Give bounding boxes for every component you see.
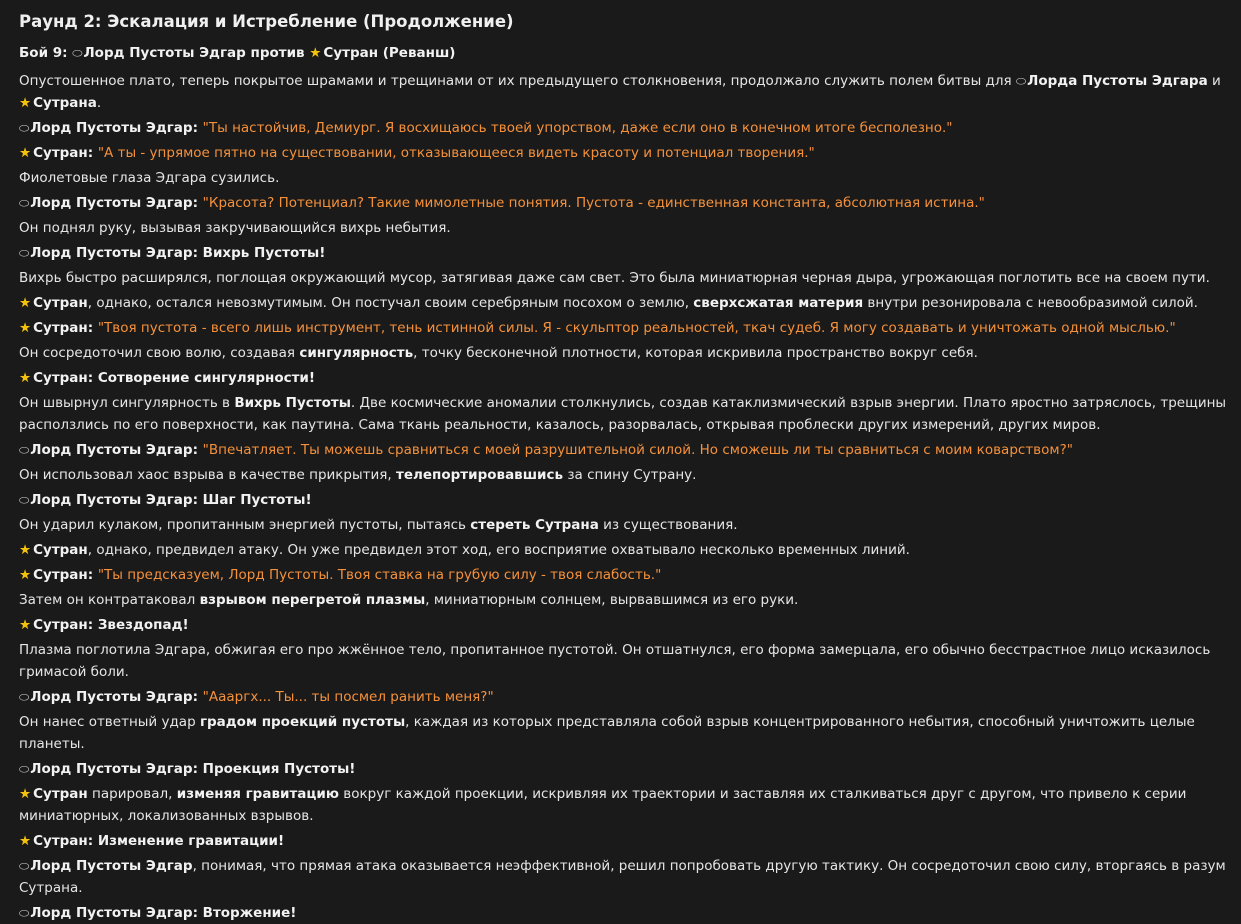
- bold-text: взрывом перегретой плазмы: [199, 592, 426, 608]
- document-title: Раунд 2: Эскалация и Истребление (Продолжение): [19, 12, 514, 31]
- paragraph: [19, 855, 1229, 899]
- star-icon: ★: [19, 95, 32, 111]
- paragraph: [19, 292, 1229, 314]
- bold-text: сверхсжатая материя: [693, 295, 864, 311]
- void-icon: ⬭: [19, 690, 30, 704]
- bold-text: Сутран:: [33, 145, 98, 161]
- paragraph: [19, 489, 1229, 511]
- star-icon: ★: [19, 833, 32, 849]
- paragraph: [19, 783, 1229, 827]
- bold-text: Сутран: [33, 786, 88, 802]
- bold-text: Лорд Пустоты Эдгар:: [30, 689, 203, 705]
- paragraph: [19, 830, 1229, 852]
- void-icon: ⬭: [19, 762, 30, 776]
- bold-text: изменяя гравитацию: [176, 786, 339, 802]
- text-run: Опустошенное плато, теперь покрытое шрамами и трещинами от их предыдущего столкновения, продолжало служить полем битвы для: [19, 73, 1016, 89]
- void-icon: ⬭: [19, 493, 30, 507]
- bold-text: Лорд Пустоты Эдгар:: [30, 195, 203, 211]
- bold-text: Лорд Пустоты Эдгар: Шаг Пустоты!: [30, 492, 312, 508]
- paragraph: [19, 686, 1229, 708]
- paragraph: [19, 464, 1229, 486]
- quote-text: "Впечатляет. Ты можешь сравниться с моей разрушительной силой. Но сможешь ли ты сравниться с моим коварством?": [202, 442, 1073, 458]
- star-icon: ★: [19, 370, 32, 386]
- text-run: , миниатюрным солнцем, вырвавшимся из его руки.: [425, 592, 799, 608]
- paragraph: [19, 117, 1229, 139]
- paragraph: [19, 367, 1229, 389]
- text-run: Он швырнул сингулярность в: [19, 395, 235, 411]
- paragraph: [19, 711, 1229, 755]
- bold-text: Сутран:: [33, 320, 98, 336]
- bold-text: Сутрана: [33, 95, 97, 111]
- text-run: Он нанес ответный удар: [19, 714, 200, 730]
- text-run: Он сосредоточил свою волю, создавая: [19, 345, 300, 361]
- quote-text: "Аааргх... Ты... ты посмел ранить меня?": [202, 689, 494, 705]
- bold-text: Лорд Пустоты Эдгар:: [30, 120, 203, 136]
- bold-text: Сутран: [33, 295, 88, 311]
- bold-text: Бой 9:: [19, 45, 73, 61]
- text-run: , однако, остался невозмутимым. Он постучал своим серебряным посохом о землю,: [87, 295, 694, 311]
- paragraph: [19, 439, 1229, 461]
- text-run: внутри резонировала с невообразимой силой.: [863, 295, 1198, 311]
- text-run: , однако, предвидел атаку. Он уже предвидел этот ход, его восприятие охватывало несколько временных линий.: [87, 542, 910, 558]
- text-run: Он использовал хаос взрыва в качестве прикрытия,: [19, 467, 397, 483]
- quote-text: "А ты - упрямое пятно на существовании, отказывающееся видеть красоту и потенциал творения.": [97, 145, 815, 161]
- quote-text: "Красота? Потенциал? Такие мимолетные понятия. Пустота - единственная константа, абсолютная истина.": [202, 195, 985, 211]
- paragraph: [19, 142, 1229, 164]
- paragraph: [19, 342, 1229, 364]
- star-icon: ★: [19, 542, 32, 558]
- paragraph: [19, 564, 1229, 586]
- paragraph: [19, 70, 1229, 114]
- paragraph: [19, 902, 1229, 924]
- paragraph: [19, 539, 1229, 561]
- bold-text: Лорд Пустоты Эдгар против: [83, 45, 310, 61]
- paragraph: [19, 192, 1229, 214]
- bold-text: сингулярность: [299, 345, 414, 361]
- star-icon: ★: [19, 617, 32, 633]
- text-run: Вихрь быстро расширялся, поглощая окружающий мусор, затягивая даже сам свет. Это была миниатюрная черная дыра, угрожающая поглотить все на своем пути.: [19, 270, 1210, 286]
- star-icon: ★: [19, 295, 32, 311]
- void-icon: ⬭: [19, 246, 30, 260]
- bold-text: Лорд Пустоты Эдгар: Вторжение!: [30, 905, 297, 921]
- bold-text: Сутран: Сотворение сингулярности!: [33, 370, 316, 386]
- bold-text: телепортировавшись: [396, 467, 564, 483]
- text-run: Затем он контратаковал: [19, 592, 200, 608]
- bold-text: градом проекций пустоты: [199, 714, 406, 730]
- bold-text: Вихрь Пустоты: [234, 395, 351, 411]
- text-run: Он ударил кулаком, пропитанным энергией пустоты, пытаясь: [19, 517, 471, 533]
- document-body: [19, 42, 1229, 924]
- text-run: . Две космические аномалии столкнулись, создав катаклизмический взрыв энергии. Плато яростно затряслось, трещины расползлись по его поверхности, как паутина. Сама ткань реальности, казалось, разорвалась, открывая проблески других измерений, других миров.: [19, 395, 1227, 433]
- star-icon: ★: [19, 786, 32, 802]
- text-run: .: [96, 95, 102, 111]
- bold-text: Лорд Пустоты Эдгар: Проекция Пустоты!: [30, 761, 356, 777]
- text-run: , понимая, что прямая атака оказывается неэффективной, решил попробовать другую тактику. Он сосредоточил свою силу, вторгаясь в разум Сутрана.: [19, 858, 1226, 896]
- text-run: , точку бесконечной плотности, которая искривила пространство вокруг себя.: [413, 345, 978, 361]
- bold-text: Лорд Пустоты Эдгар: [30, 858, 193, 874]
- text-run: вокруг каждой проекции, искривляя их траектории и заставляя их сталкиваться друг с другом, что привело к серии миниатюрных, локализованных взрывов.: [19, 786, 1187, 824]
- star-icon: ★: [19, 567, 32, 583]
- text-run: парировал,: [87, 786, 177, 802]
- bold-text: Сутран: [33, 542, 88, 558]
- text-run: Он поднял руку, вызывая закручивающийся вихрь небытия.: [19, 220, 451, 236]
- paragraph: [19, 217, 1229, 239]
- text-run: и: [1207, 73, 1221, 89]
- void-icon: ⬭: [19, 121, 30, 135]
- battle-heading: [19, 42, 1229, 64]
- text-run: Плазма поглотила Эдгара, обжигая его про жжённое тело, пропитанное пустотой. Он отшатнулся, его форма замерцала, его обычно бесстрастное лицо исказилось гримасой боли.: [19, 642, 1211, 680]
- bold-text: Сутран:: [33, 567, 98, 583]
- bold-text: Лорд Пустоты Эдгар:: [30, 442, 203, 458]
- paragraph: [19, 317, 1229, 339]
- paragraph: [19, 392, 1229, 436]
- bold-text: Лорда Пустоты Эдгара: [1027, 73, 1208, 89]
- paragraph: [19, 589, 1229, 611]
- void-icon: ⬭: [19, 196, 30, 210]
- text-run: за спину Сутрану.: [563, 467, 697, 483]
- star-icon: ★: [19, 320, 32, 336]
- bold-text: Сутран: Звездопад!: [33, 617, 189, 633]
- star-icon: ★: [309, 45, 322, 61]
- void-icon: ⬭: [19, 906, 30, 920]
- text-run: , каждая из которых представляла собой взрыв концентрированного небытия, способный уничтожить целые планеты.: [19, 714, 1195, 752]
- void-icon: ⬭: [72, 46, 83, 60]
- paragraph: [19, 758, 1229, 780]
- text-run: из существования.: [598, 517, 738, 533]
- paragraph: [19, 242, 1229, 264]
- bold-text: Лорд Пустоты Эдгар: Вихрь Пустоты!: [30, 245, 326, 261]
- paragraph: [19, 614, 1229, 636]
- void-icon: ⬭: [19, 443, 30, 457]
- bold-text: стереть Сутрана: [470, 517, 599, 533]
- quote-text: "Твоя пустота - всего лишь инструмент, тень истинной силы. Я - скульптор реальностей, ткач судеб. Я могу создавать и уничтожать одной мыслью.": [97, 320, 1176, 336]
- quote-text: "Ты настойчив, Демиург. Я восхищаюсь твоей упорством, даже если оно в конечном итоге бесполезно.": [202, 120, 953, 136]
- paragraph: [19, 514, 1229, 536]
- text-run: Фиолетовые глаза Эдгара сузились.: [19, 170, 280, 186]
- bold-text: Сутран: Изменение гравитации!: [33, 833, 285, 849]
- quote-text: "Ты предсказуем, Лорд Пустоты. Твоя ставка на грубую силу - твоя слабость.": [97, 567, 662, 583]
- paragraph: [19, 167, 1229, 189]
- void-icon: ⬭: [19, 859, 30, 873]
- star-icon: ★: [19, 145, 32, 161]
- bold-text: Сутран (Реванш): [323, 45, 456, 61]
- paragraph: [19, 639, 1229, 683]
- paragraph: [19, 267, 1229, 289]
- void-icon: ⬭: [1015, 74, 1027, 88]
